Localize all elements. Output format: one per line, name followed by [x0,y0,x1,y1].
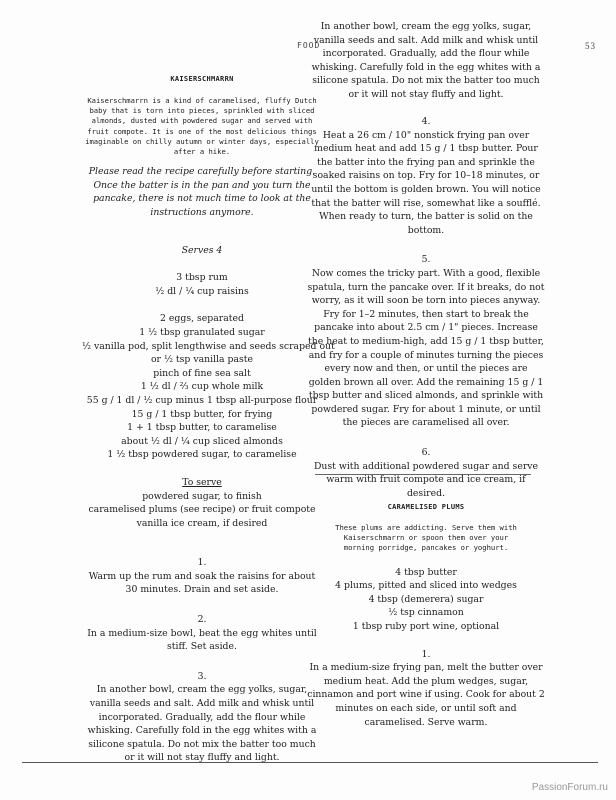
step-text: Heat a 26 cm / 10" nonstick frying pan over medium heat and add 15 g / 1 tbsp butter. Pour the batter into the frying pan and sprinkle the soaked raisins on top. Fry for 10–18 minutes, or until the bottom is golden brown. You will notice that the batter will rise, somewhat like a soufflé. When ready to turn, the batter is solid on the bottom. [311,129,541,236]
step-text: Warm up the rum and soak the raisins for about 30 minutes. Drain and set aside. [88,570,316,596]
recipe-intro: Kaiserschmarrn is a kind of caramelised, fluffy Dutch baby that is torn into pieces, sprinkled with sliced almonds, dusted with powdered sugar and served with fruit compote. It is one of the most delicious things imaginable on chilly autumn or winter days, especially after a hike. [85,96,319,157]
ingredient: 1 ½ tbsp powdered sugar, to caramelise [107,449,297,461]
step-number: 2. [197,614,207,626]
section-header: FOOD [297,41,321,50]
ingredient: 55 g / 1 dl / ½ cup minus 1 tbsp all-purpose flour [86,394,318,406]
serving-item: vanilla ice cream, if desired [136,517,268,529]
watermark: PassionForum.ru [531,782,608,793]
step-number: 1. [197,557,207,569]
ingredient: 1 + 1 tbsp butter, to caramelise [127,422,277,434]
step-number: 5. [421,254,431,266]
ingredient: 3 tbsp rum [176,272,228,284]
step-text: In a medium-size frying pan, melt the butter over medium heat. Add the plum wedges, sugar, cinnamon and port wine if using. Cook for about 2 minutes on each side, or until soft and caramelised. Serve warm. [307,662,545,728]
step-2 [82,613,322,654]
serving-item: powdered sugar, to finish [142,490,262,502]
ingredient: ½ vanilla pod, split lengthwise and seeds scraped out [82,340,335,352]
recipe-note: Please read the recipe carefully before starting. Once the batter is in the pan and you turn the pancake, there is not much time to look at the instructions anymore. [88,166,316,218]
ingredient-group-1 [82,271,322,298]
ingredient: 1 ½ dl / ⅔ cup whole milk [140,381,264,393]
ingredient: ½ dl / ¼ cup raisins [155,285,249,297]
step-number: 6. [421,447,431,459]
step-1 [82,556,322,597]
ingredient: 1 ½ tbsp granulated sugar [139,326,265,338]
ingredient: 4 tbsp butter [395,566,457,578]
section-divider [315,474,531,475]
ingredient-group-2 [82,312,335,462]
ingredient: 1 tbsp ruby port wine, optional [352,620,500,632]
ingredient: about ½ dl / ¼ cup sliced almonds [121,435,283,447]
ingredient: 4 tbsp (demerera) sugar [368,593,484,605]
ingredient: 2 eggs, separated [160,313,244,325]
to-serve-heading: To serve [182,476,222,488]
step-number: 4. [421,116,431,127]
caramelised-plums-column [307,503,545,729]
step-3 [82,670,322,764]
step-text: Now comes the tricky part. With a good, flexible spatula, turn the pancake over. If it breaks, do not worry, as it will soon be torn into pieces anyway. Fry for 1–2 minutes, then start to break the pancake into about 2.5 cm / 1" pieces. Increase the heat to medium-high, add 15 g / 1 tbsp butter, and fry for a couple of minutes turning the pieces every now and then, or until the pieces are golden brown all over. Add the remaining 15 g / 1 tbsp butter and sliced almonds, and sprinkle with powdered sugar. Fry for about 1 minute, or until the pieces are caramelised all over. [307,267,545,429]
ingredient: pinch of fine sea salt [153,367,251,379]
kaiserschmarrn-column [82,75,335,764]
serves: Serves 4 [181,244,223,256]
step-5 [307,253,545,430]
ingredient: ½ tsp cinnamon [388,607,464,619]
ingredient: 15 g / 1 tbsp butter, for frying [131,408,273,420]
step-text: In another bowl, cream the egg yolks, sugar, vanilla seeds and salt. Add milk and whisk until incorporated. Gradually, add the flour while whisking. Carefully fold in the egg whites with a silicone spatula. Do not mix the batter too much or it will not stay fluffy and light. [87,684,317,764]
step-number: 1. [421,648,431,660]
page-number: 53 [585,41,596,51]
step-text: In another bowl, cream the egg yolks, sugar, vanilla seeds and salt. Add milk and whisk until incorporated. Gradually, add the flour while whisking. Carefully fold in the egg whites with a silicone spatula. Do not mix the batter too much or it will not stay fluffy and light. [311,21,541,100]
recipe-title: CARAMELISED PLUMS [387,503,465,511]
step-text: Dust with additional powdered sugar and serve warm with fruit compote and ice cream, if desired. [313,460,539,499]
plum-step-1 [307,648,545,730]
to-serve-group [82,476,322,530]
ingredient: or ½ tsp vanilla paste [150,354,254,366]
recipe-intro: These plums are addicting. Serve them with Kaiserschmarrn or spoon them over your morning porridge, pancakes or yoghurt. [335,523,517,553]
footer-rule [22,762,598,763]
step-number: 3. [197,670,207,682]
serving-item: caramelised plums (see recipe) or fruit compote [88,504,316,516]
plum-ingredients [307,566,545,634]
step-4 [307,115,545,237]
step-text: In a medium-size bowl, beat the egg whites until stiff. Set aside. [87,627,317,653]
recipe-title: KAISERSCHMARRN [170,75,234,83]
ingredient: 4 plums, pitted and sliced into wedges [335,580,517,592]
